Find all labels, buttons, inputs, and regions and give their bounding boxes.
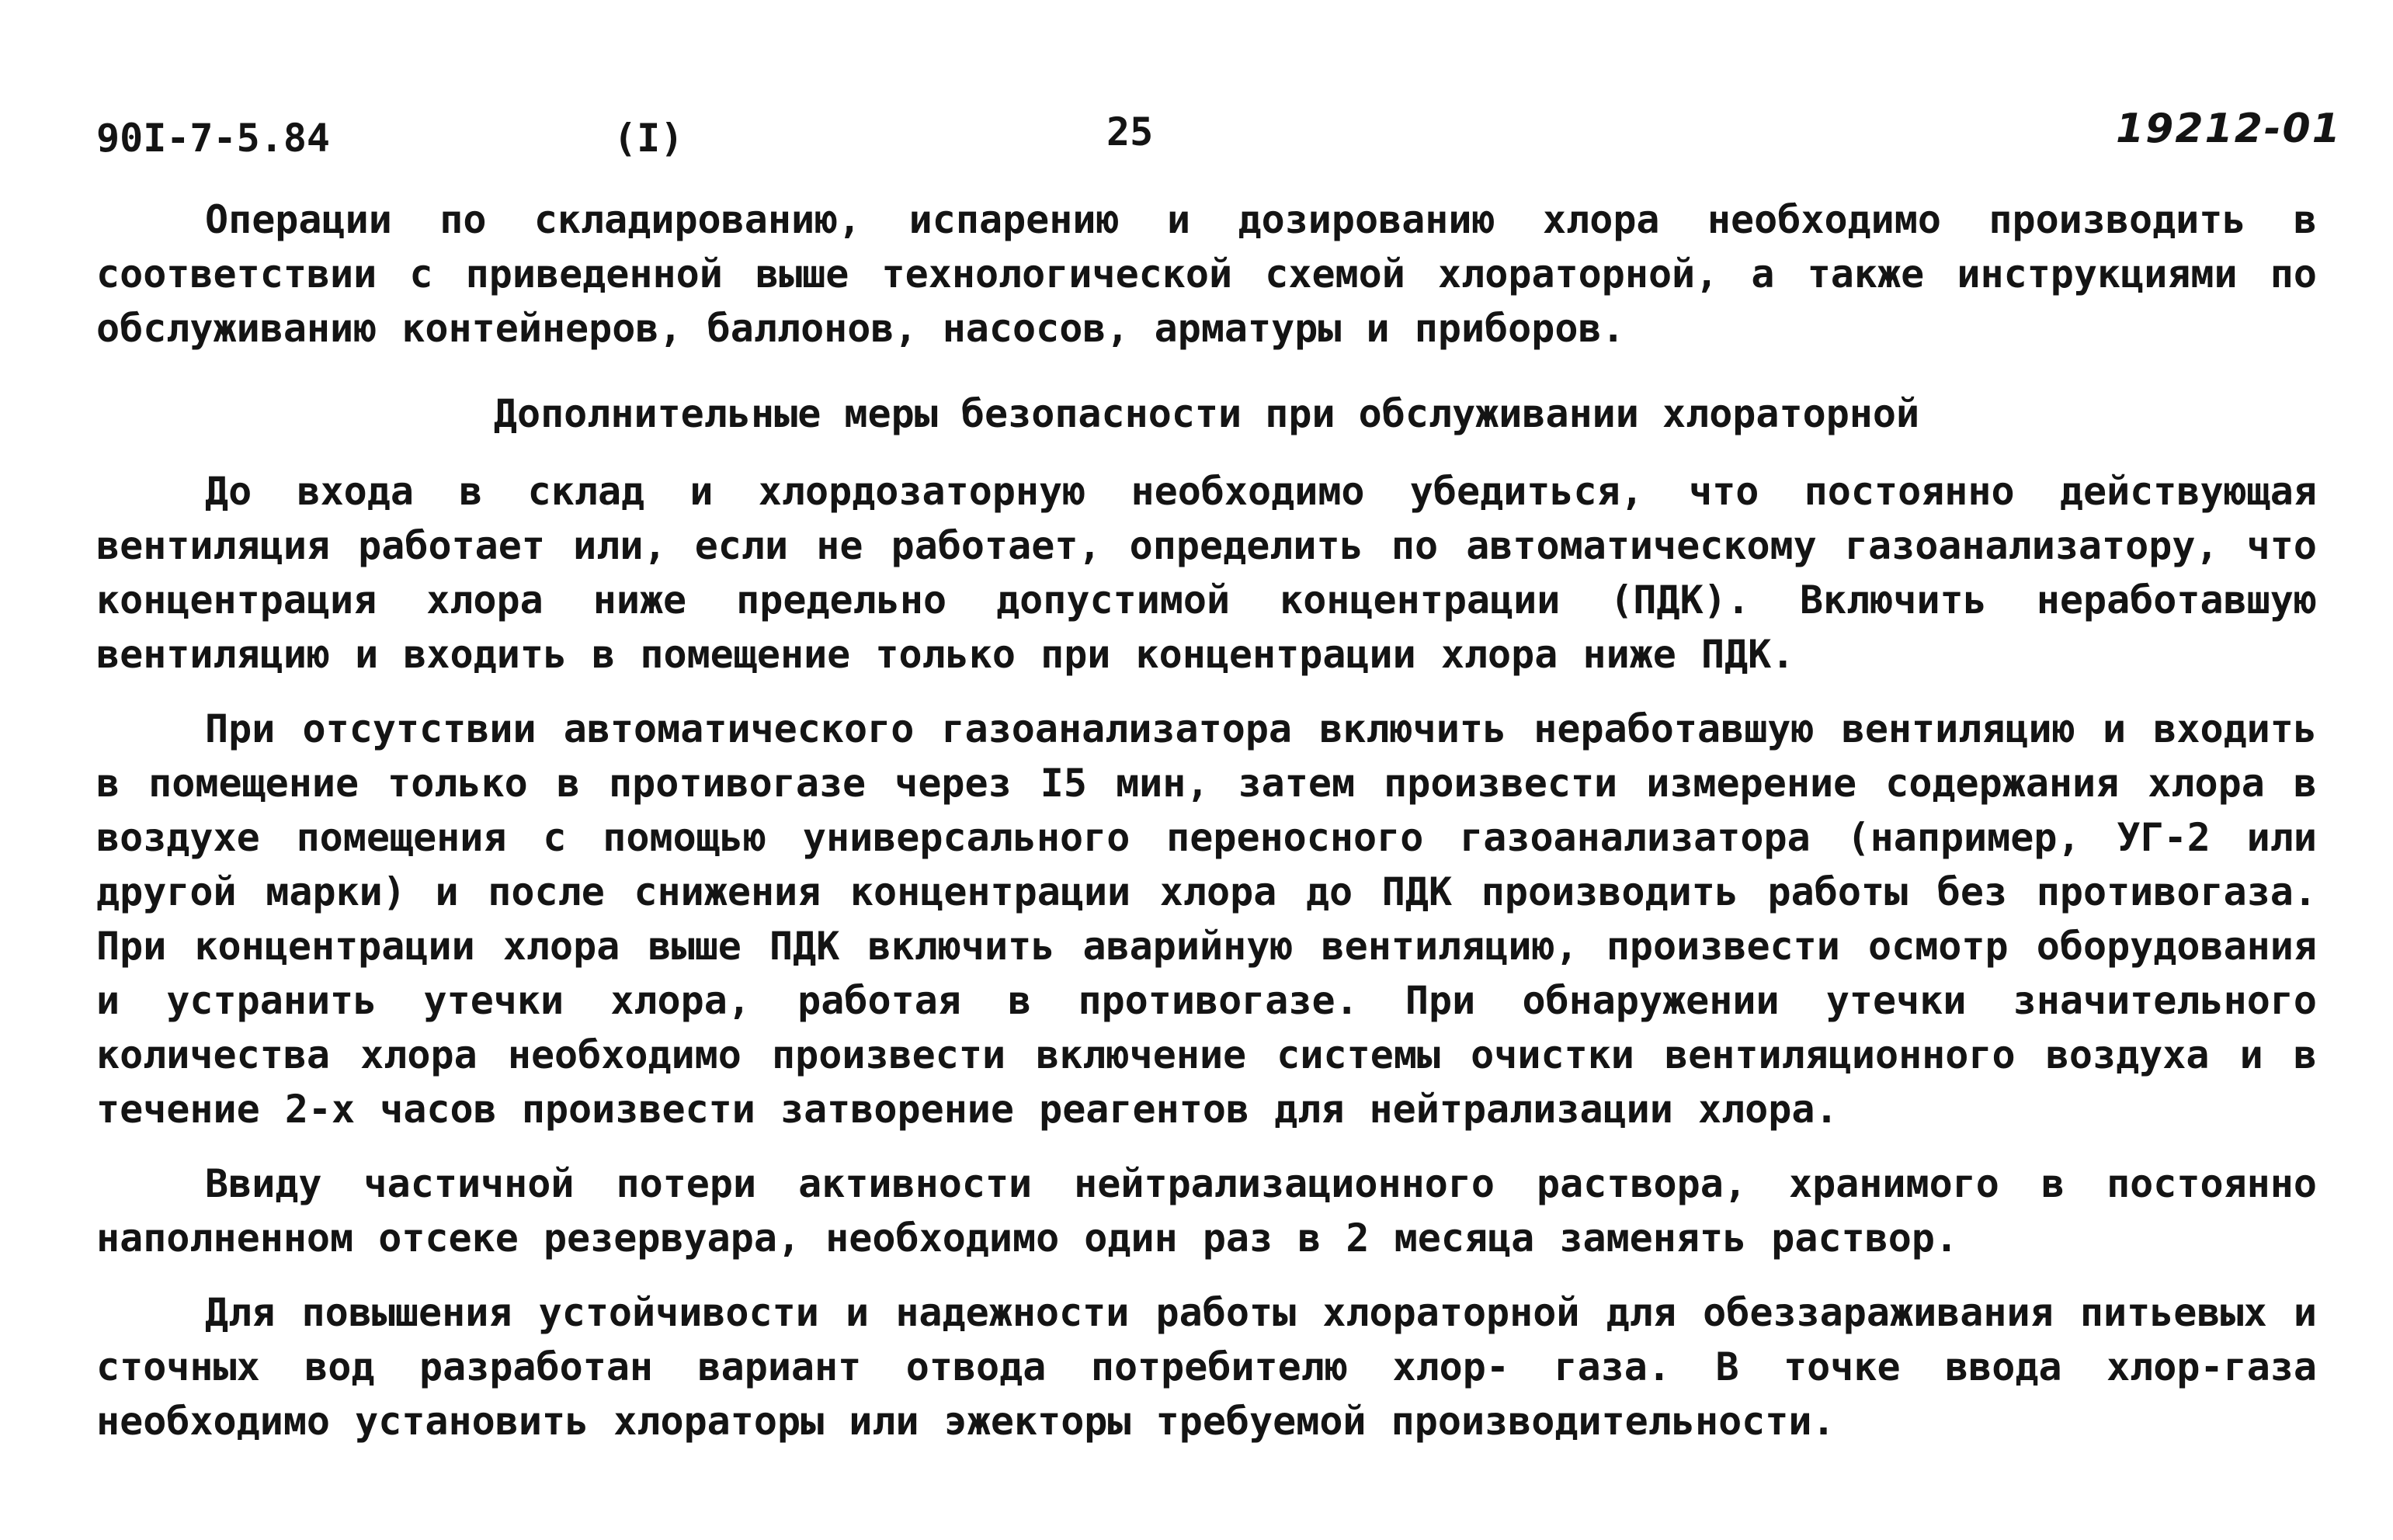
paragraph-no-analyzer: При отсутствии автоматического газоанализатора включить неработавшую вентиляцию и входить в помещение только в противогазе через I5 мин, затем произвести измерение содержания хлора в воздухе помещения с помощью универсального переносного газоанализатора (например, УГ-2 или другой марки) и после снижения концентрации хлора до ПДК производить работы без противогаза. При концентрации хлора выше ПДК включить аварийную вентиляцию, произвести осмотр оборудования и устранить утечки хлора, работая в противогазе. При обнаружении утечки значительного количества хлора необходимо произвести включение системы очистки вентиляционного воздуха и в течение 2-х часов произвести затворение реагентов для нейтрализации хлора. [96, 706, 2317, 1132]
part-number: (I) [613, 116, 684, 161]
paragraph-storage-operations: Операции по складированию, испарению и дозированию хлора необходимо производить в соответствии с приведенной выше технологической схемой хлораторной, а также инструкциями по обслуживанию контейнеров, баллонов, насосов, арматуры и приборов. [96, 197, 2317, 351]
page-number: 25 [1106, 109, 1154, 154]
paragraph-gas-supply: Для повышения устойчивости и надежности работы хлораторной для обеззараживания питьевых и сточных вод разработан вариант отвода потребителю хлор- газа. В точке ввода хлор-газа необходимо установить хлораторы или эжекторы требуемой производительности. [96, 1290, 2317, 1444]
document-code: 90I-7-5.84 [96, 116, 331, 161]
paragraph-entry-check: До входа в склад и хлордозаторную необходимо убедиться, что постоянно действующая вентиляция работает или, если не работает, определить по автоматическому газоанализатору, что концентрация хлора ниже предельно допустимой концентрации (ПДК). Включить неработавшую вентиляцию и входить в помещение только при концентрации хлора ниже ПДК. [96, 469, 2317, 677]
section-heading: Дополнительные меры безопасности при обслуживании хлораторной [493, 391, 1920, 436]
document-body [96, 192, 2317, 1469]
handwritten-inventory-number: 19212-01 [2116, 106, 2342, 152]
page-header [0, 106, 2393, 177]
paragraph-solution-replacement: Ввиду частичной потери активности нейтрализационного раствора, хранимого в постоянно наполненном отсеке резервуара, необходимо один раз в 2 месяца заменять раствор. [96, 1161, 2317, 1261]
